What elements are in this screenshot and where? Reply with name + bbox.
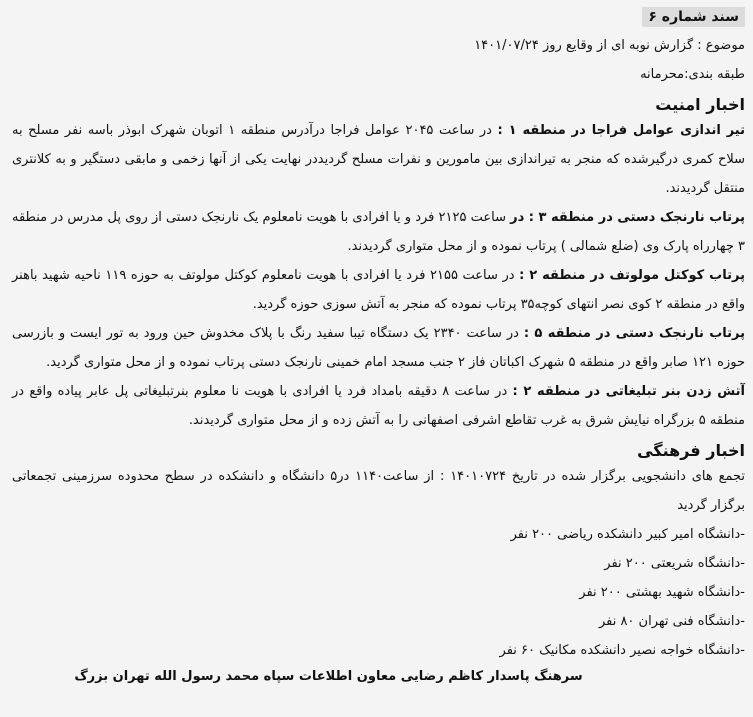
classification-line: طبقه بندی:محرمانه	[640, 67, 745, 82]
document-number: سند شماره ۶	[642, 7, 745, 27]
security-item-text: در ساعت ۲۰۴۵ عوامل فراجا درآدرس منطقه ۱ اتوبان شهرک ابوذر باسه نفر مسلح به سلاح کمری درگیرشده که منجر به تیراندازی بین مامورین و نفرات مسلح گردیددر نهایت یکی از آنها زخمی و مابقی دستگیر و به کلانتری منتقل گردیدند.	[12, 123, 745, 196]
security-item-title: پرتاب نارنجک دستی در منطقه ۵ :	[523, 326, 746, 341]
security-item-title: پرتاب نارنجک دستی در منطقه ۳ : در	[510, 210, 745, 225]
security-item-title: پرتاب کوکتل مولوتف در منطقه ۲ :	[519, 268, 745, 283]
security-item-text: در ساعت ۸ دقیقه بامداد فرد یا افرادی با هویت نا معلوم بنرتبلیغاتی پل عابر پیاده واقع در منطقه ۵ بزرگراه نیایش شرق به غرب تقاطع اشرفی اصفهانی را به آتش زده و از محل متواری گردیدند.	[12, 384, 745, 428]
security-news-heading: اخبار امنیت	[655, 95, 745, 114]
security-item	[12, 261, 745, 319]
signature-line: سرهنگ پاسدار کاظم رضایی معاون اطلاعات سپاه محمد رسول الله تهران بزرگ	[74, 669, 583, 684]
subject-line: موضوع : گزارش نوبه ای از وقایع روز ۱۴۰۱/۰۷/۲۴	[474, 38, 745, 53]
culture-news-section	[12, 462, 745, 665]
security-news-section	[12, 116, 745, 435]
university-list-item: -دانشگاه خواجه نصیر دانشکده مکانیک ۶۰ نفر	[499, 643, 745, 658]
security-item-title: تیر اندازی عوامل فراجا در منطقه ۱ :	[497, 123, 745, 138]
security-item	[12, 319, 745, 377]
university-list-item: -دانشگاه شریعتی ۲۰۰ نفر	[604, 556, 745, 571]
security-item-text: در ساعت ۲۱۵۵ فرد یا افرادی با هویت نامعلوم کوکتل مولوتف به حوزه ۱۱۹ ناحیه شهید باهنر واقع در منطقه ۲ کوی نصر انتهای کوچه۳۵ پرتاب نموده که منجر به آتش سوزی حوزه گردید.	[12, 268, 745, 312]
university-list-item: -دانشگاه شهید بهشتی ۲۰۰ نفر	[579, 585, 745, 600]
security-item	[12, 377, 745, 435]
university-list-item: -دانشگاه امیر کبیر دانشکده ریاضی ۲۰۰ نفر	[510, 527, 745, 542]
culture-news-heading: اخبار فرهنگی	[637, 441, 745, 460]
university-list-item: -دانشگاه فنی تهران ۸۰ نفر	[598, 614, 745, 629]
culture-intro: تجمع های دانشجویی برگزار شده در تاریخ ۱۴۰۱۰۷۲۴ : از ساعت۱۱۴۰ در۵ دانشگاه و دانشکده در سطح محدوده سرزمینی تجمعاتی برگزار گردید	[12, 469, 746, 513]
security-item-text: در ساعت ۲۳۴۰ یک دستگاه تیبا سفید رنگ با پلاک مخدوش حین ورود به تور ایست و بازرسی حوزه ۱۲۱ صابر واقع در منطقه ۵ شهرک اکباتان فاز ۲ جنب مسجد امام خمینی نارنجک دستی پرتاب نموده و از محل متواری گردید.	[12, 326, 745, 370]
security-item	[12, 116, 745, 203]
security-item	[12, 203, 745, 261]
security-item-title: آتش زدن بنر تبلیغاتی در منطقه ۲ :	[512, 384, 745, 399]
security-item-text: ساعت ۲۱۲۵ فرد و یا افرادی با هویت نامعلوم یک نارنجک دستی از روی پل مدرس در منطقه ۳ چهارراه پارک وی (ضلع شمالی ) پرتاب نموده و از محل متواری گردیدند.	[11, 210, 745, 254]
